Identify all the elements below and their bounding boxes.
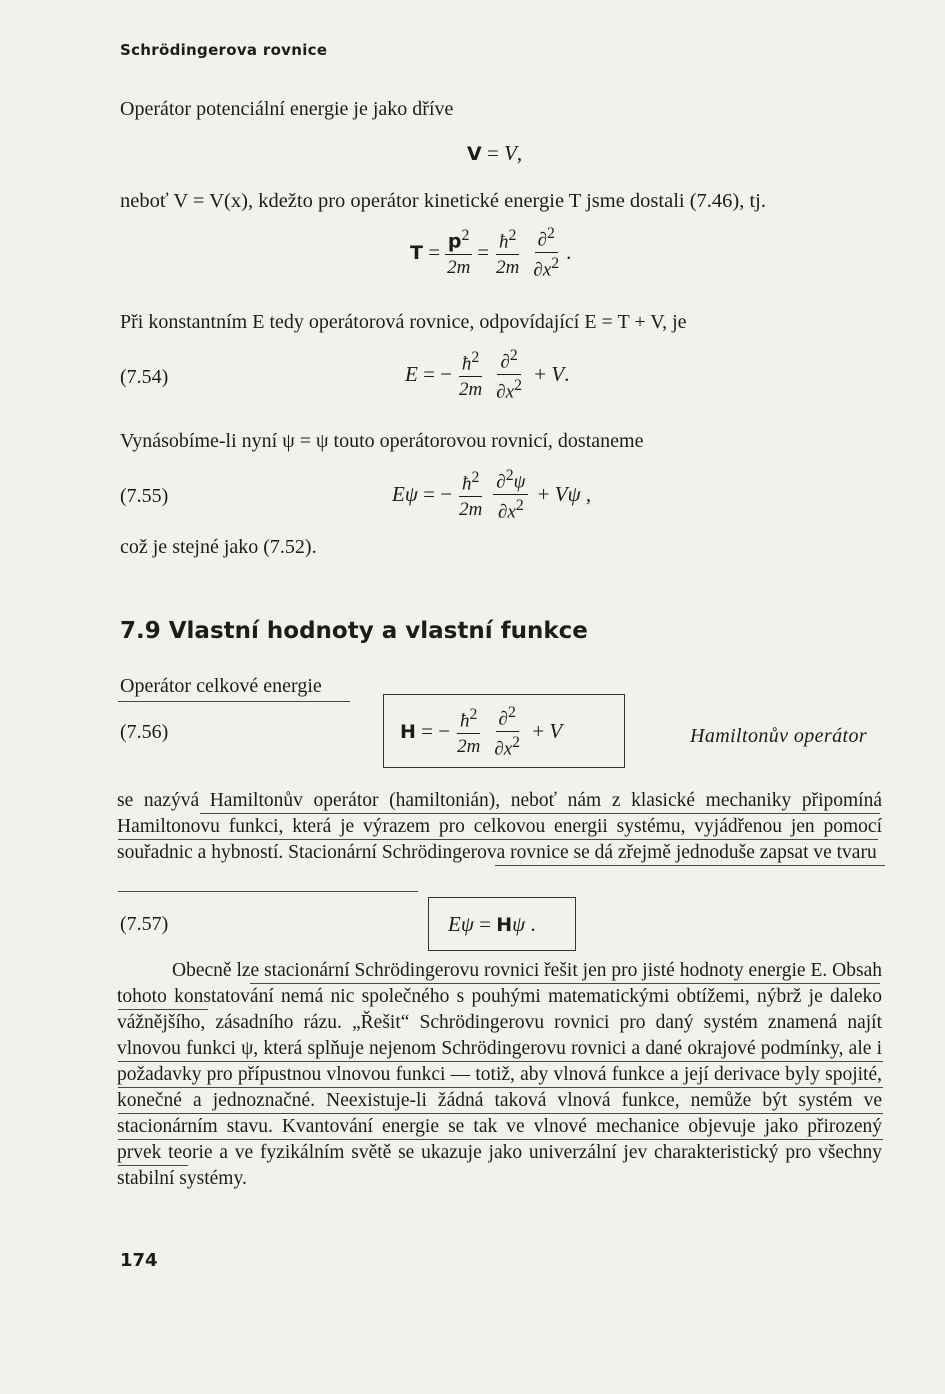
running-head: Schrödingerova rovnice (120, 41, 328, 59)
text-line-kinetic: neboť V = V(x), kdežto pro operátor kinetické energie T jsme dostali (7.46), tj. (120, 190, 767, 212)
pen-underline (118, 1113, 883, 1114)
text-line-constant-e: Při konstantním E tedy operátorová rovnice, odpovídající E = T + V, je (120, 311, 687, 333)
pen-underline (118, 1061, 883, 1062)
pen-underline (118, 1087, 883, 1088)
text-line-potential: Operátor potenciální energie je jako dříve (120, 98, 454, 120)
paragraph-hamiltonian: se nazývá Hamiltonův operátor (hamiltonián), neboť nám z klasické mechaniky připomíná Hamiltonovu funkci, která je výrazem pro celkovou energii systému, vyjádřenou jen pomocí souřadnic a hybností. Stacionární Schrödingerova rovnice se dá zřejmě jednoduše zapsat ve tvaru (117, 790, 882, 863)
margin-note: Hamiltonův operátor (690, 725, 868, 747)
pen-underline (250, 983, 880, 984)
equation-potential-operator: V = V , (467, 141, 523, 165)
pen-underline (118, 701, 350, 702)
equation-kinetic-operator: T = $\frac{p^2}{2m}$ = $\frac{ħ^2}{2m}$ $\frac{\partial^2}{\partial x^2}$ . (410, 225, 572, 281)
equation-7-57: Eψ = H ψ . (448, 912, 536, 936)
page-number: 174 (120, 1250, 158, 1271)
equation-7-55: Eψ = − $\frac{ħ^2}{2m}$ $\frac{\partial^2\psi}{\partial x^2}$ + Vψ , (392, 467, 592, 523)
section-heading: 7.9 Vlastní hodnoty a vlastní funkce (120, 618, 588, 644)
pen-underline (118, 1139, 883, 1140)
pen-underline (118, 839, 878, 840)
pen-underline (200, 813, 880, 814)
equation-number-7-56: (7.56) (120, 721, 169, 743)
equation-number-7-54: (7.54) (120, 366, 169, 388)
pen-underline (118, 891, 418, 892)
paragraph-quantization: Obecně lze stacionární Schrödingerovu rovnici řešit jen pro jisté hodnoty energie E. Obsah tohoto konstatování nemá nic společného s pouhými matematickými obtížemi, nýbrž je daleko vážnějšího, zásadního rázu. „Řešit“ Schrödingerovu rovnici pro daný systém znamená najít vlnovou funkci ψ, která splňuje nejenom Schrödingerovu rovnici a dané okrajové podmínky, ale i požadavky pro přípustnou vlnovou funkci — totiž, aby vlnová funkce a její derivace byly spojité, konečné a jednoznačné. Neexistuje-li žádná taková vlnová funkce, nemůže být systém ve stacionárním stavu. Kvantování energie se tak ve vlnové mechanice objevuje jako přirozený prvek teorie a ve fyzikálním světě se ukazuje jako univerzální jev charakteristický pro všechny stabilní systémy. (117, 960, 882, 1189)
equation-number-7-57: (7.57) (120, 913, 169, 935)
equation-7-56: H = − $\frac{ħ^2}{2m}$ $\frac{\partial^2}{\partial x^2}$ + V (400, 704, 563, 760)
pen-underline (118, 1009, 208, 1010)
pen-underline (495, 865, 885, 866)
text-line-multiply: Vynásobíme-li nyní ψ = ψ touto operátorovou rovnicí, dostaneme (120, 430, 644, 452)
text-line-same-as: což je stejné jako (7.52). (120, 536, 317, 558)
equation-7-54: E = − $\frac{ħ^2}{2m}$ $\frac{\partial^2}{\partial x^2}$ + V . (405, 347, 570, 403)
pen-underline (118, 1165, 188, 1166)
lead-in-text: Operátor celkové energie (120, 675, 322, 697)
equation-number-7-55: (7.55) (120, 485, 169, 507)
